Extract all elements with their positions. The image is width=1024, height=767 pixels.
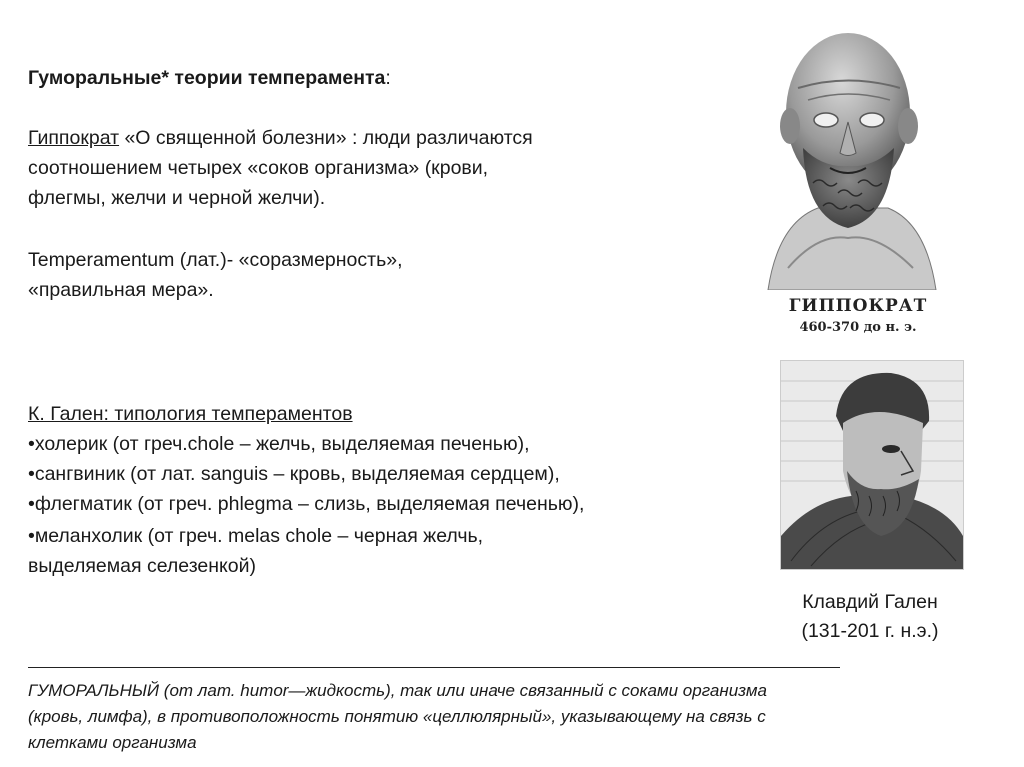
footnote-line-3: клетками организма: [28, 733, 197, 752]
temperament-item-melancholic: •меланхолик (от греч. melas chole – черная желчь,: [28, 525, 484, 547]
galen-caption-name: Клавдий Гален: [802, 591, 938, 613]
temperament-item-melancholic-cont: выделяемая селезенкой): [28, 555, 257, 577]
footnote-divider: [28, 667, 840, 668]
footnote-line-1: ГУМОРАЛЬНЫЙ (от лат. humor—жидкость), так или иначе связанный с соками организма: [28, 681, 767, 700]
hippocrates-line-1: Гиппократ «О священной болезни» : люди различаются: [28, 127, 533, 149]
etymology-line-1: Temperamentum (лат.)- «соразмерность»,: [28, 249, 403, 271]
hippocrates-author: Гиппократ: [28, 127, 120, 149]
hippocrates-caption-name: ГИППОКРАТ: [788, 296, 928, 316]
hippocrates-line-2: соотношением четырех «соков организма» (крови,: [28, 157, 489, 179]
temperament-item-phlegmatic: •флегматик (от греч. phlegma – слизь, выделяемая печенью),: [28, 493, 585, 515]
hippocrates-line-3: флегмы, желчи и черной желчи).: [28, 187, 326, 209]
hippocrates-bust-image: [748, 18, 952, 290]
galen-portrait: [780, 360, 964, 570]
footnote-line-2: (кровь, лимфа), в противоположность понятию «целлюлярный», указывающему на связь с: [28, 707, 766, 726]
galen-engraving-image: [781, 361, 963, 569]
galen-caption-years: (131-201 г. н.э.): [801, 620, 939, 642]
hippocrates-caption-years: 460-370 до н. э.: [799, 320, 917, 335]
temperament-item-sanguine: •сангвиник (от лат. sanguis – кровь, выделяемая сердцем),: [28, 463, 560, 485]
slide-title: Гуморальные* теории темперамента:: [28, 67, 391, 89]
temperament-item-choleric: •холерик (от греч.chole – желчь, выделяемая печенью),: [28, 433, 530, 455]
etymology-line-2: «правильная мера».: [28, 279, 214, 301]
galen-heading: К. Гален: типология темпераментов: [28, 403, 353, 425]
hippocrates-portrait: [748, 18, 952, 290]
